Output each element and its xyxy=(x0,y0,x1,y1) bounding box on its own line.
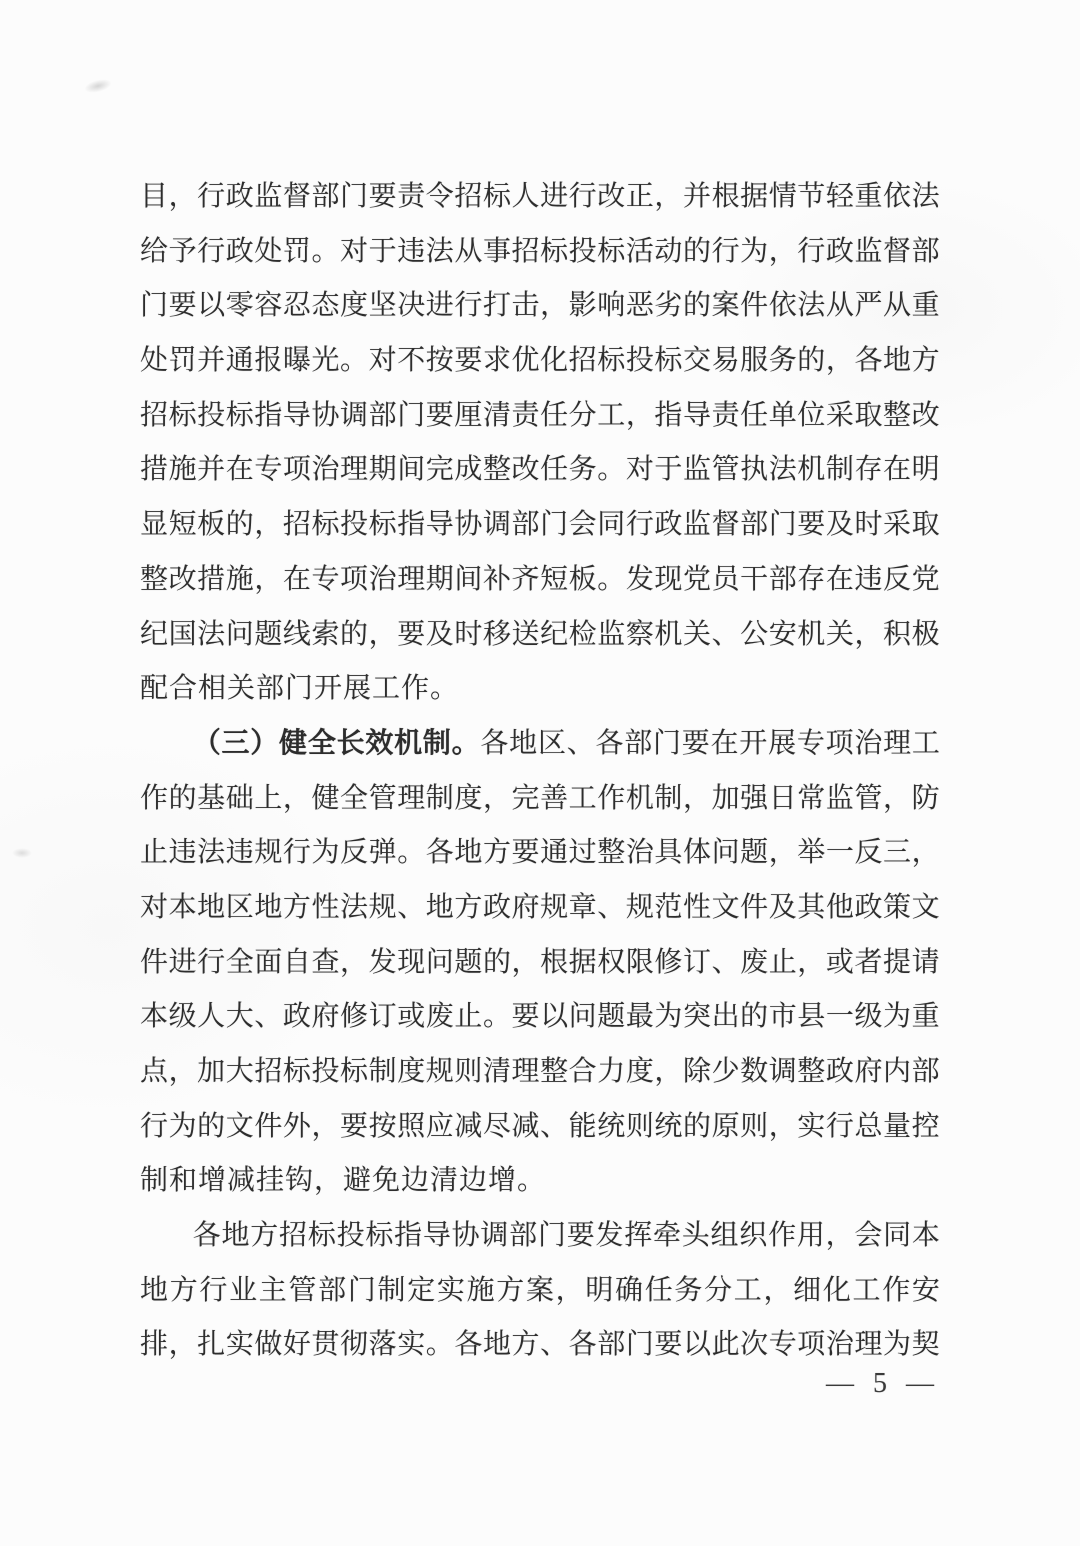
text-line: 制和增减挂钩，避免边清边增。 xyxy=(140,1165,547,1197)
text-line: 止 违 法 违 规 行 为 反 弹 。 各 地 方 要 通 过 整 治 具 体 问 题 ， 举 一 反 三 ， xyxy=(140,837,940,869)
text-line: 配合相关部门开展工作。 xyxy=(140,673,460,705)
text-line: 处 罚 并 通 报 曝 光 。 对 不 按 要 求 优 化 招 标 投 标 交 易 服 务 的 ， 各 地 方 xyxy=(140,345,940,377)
text-line: 行 为 的 文 件 外 ， 要 按 照 应 减 尽 减 、 能 统 则 统 的 原 则 ， 实 行 总 量 控 xyxy=(140,1110,940,1142)
text-line: 措 施 并 在 专 项 治 理 期 间 完 成 整 改 任 务 。 对 于 监 管 执 法 机 制 存 在 明 xyxy=(140,454,940,486)
page-number: — 5 — xyxy=(826,1368,940,1399)
text-line: 显 短 板 的 ， 招 标 投 标 指 导 协 调 部 门 会 同 行 政 监 督 部 门 要 及 时 采 取 xyxy=(140,509,940,541)
text-line: 地 方 行 业 主 管 部 门 制 定 实 施 方 案 ， 明 确 任 务 分 工 ， 细 化 工 作 安 xyxy=(140,1274,940,1306)
text-line: 排 ， 扎 实 做 好 贯 彻 落 实 。 各 地 方 、 各 部 门 要 以 此 次 专 项 治 理 为 契 xyxy=(140,1329,940,1361)
text-line: （ 三 ） 健 全 长 效 机 制 。 各 地 区 、 各 部 门 要 在 开 展 专 项 治 理 工 xyxy=(192,727,940,759)
text-line: 目 ， 行 政 监 督 部 门 要 责 令 招 标 人 进 行 改 正 ， 并 根 据 情 节 轻 重 依 法 xyxy=(140,181,940,212)
document-body xyxy=(140,170,940,1373)
text-line: 给 予 行 政 处 罚 。 对 于 违 法 从 事 招 标 投 标 活 动 的 行 为 ， 行 政 监 督 部 xyxy=(140,235,940,267)
text-line: 本 级 人 大 、 政 府 修 订 或 废 止 。 要 以 问 题 最 为 突 出 的 市 县 一 级 为 重 xyxy=(140,1001,940,1033)
text-line: 纪 国 法 问 题 线 索 的 ， 要 及 时 移 送 纪 检 监 察 机 关 、 公 安 机 关 ， 积 极 xyxy=(140,618,940,650)
scan-smudge xyxy=(83,77,113,95)
text-line: 件 进 行 全 面 自 查 ， 发 现 问 题 的 ， 根 据 权 限 修 订 、 废 止 ， 或 者 提 请 xyxy=(140,946,940,978)
text-line: 门 要 以 零 容 忍 态 度 坚 决 进 行 打 击 ， 影 响 恶 劣 的 案 件 依 法 从 严 从 重 xyxy=(140,290,940,322)
text-line: 招 标 投 标 指 导 协 调 部 门 要 厘 清 责 任 分 工 ， 指 导 责 任 单 位 采 取 整 改 xyxy=(140,399,940,431)
scan-smudge xyxy=(12,848,32,858)
text-line: 各 地 方 招 标 投 标 指 导 协 调 部 门 要 发 挥 牵 头 组 织 作 用 ， 会 同 本 xyxy=(192,1220,940,1252)
text-line: 对 本 地 区 地 方 性 法 规 、 地 方 政 府 规 章 、 规 范 性 文 件 及 其 他 政 策 文 xyxy=(140,891,940,923)
text-line: 点 ， 加 大 招 标 投 标 制 度 规 则 清 理 整 合 力 度 ， 除 少 数 调 整 政 府 内 部 xyxy=(140,1056,940,1087)
text-line: 作 的 基 础 上 ， 健 全 管 理 制 度 ， 完 善 工 作 机 制 ， 加 强 日 常 监 管 ， 防 xyxy=(140,782,940,814)
text-line: 整 改 措 施 ， 在 专 项 治 理 期 间 补 齐 短 板 。 发 现 党 员 干 部 存 在 违 反 党 xyxy=(140,563,940,595)
